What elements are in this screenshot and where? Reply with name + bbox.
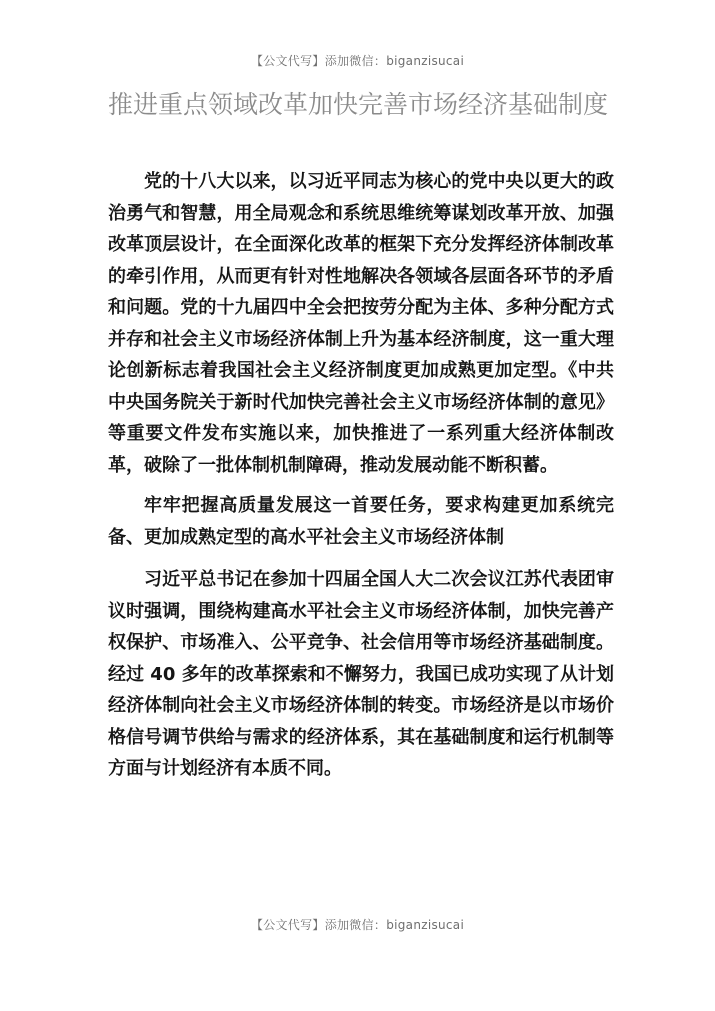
paragraph-2: 牢牢把握高质量发展这一首要任务，要求构建更加系统完备、更加成熟定型的高水平社会主义市场经济体制 [108, 495, 614, 548]
header-watermark: 【公文代写】添加微信：biganzisucai [250, 54, 465, 68]
document-body [108, 166, 614, 794]
paragraph-3: 习近平总书记在参加十四届全国人大二次会议江苏代表团审议时强调，围绕构建高水平社会主义市场经济体制，加快完善产权保护、市场准入、公平竞争、社会信用等市场经济基础制度。经过 40 多年的改革探索和不懈努力，我国已成功实现了从计划经济体制向社会主义市场经济体制的转变。市场经济是以市场价格信号调节供给与需求的经济体系，其在基础制度和运行机制等方面与计划经济有本质不同。 [108, 569, 614, 779]
document-title: 推进重点领域改革加快完善市场经济基础制度 [108, 90, 609, 119]
paragraph-1: 党的十八大以来，以习近平同志为核心的党中央以更大的政治勇气和智慧，用全局观念和系统思维统筹谋划改革开放、加强改革顶层设计，在全面深化改革的框架下充分发挥经济体制改革的牵引作用，从而更有针对性地解决各领域各层面各环节的矛盾和问题。党的十九届四中全会把按劳分配为主体、多种分配方式并存和社会主义市场经济体制上升为基本经济制度，这一重大理论创新标志着我国社会主义经济制度更加成熟更加定型。《中共中央国务院关于新时代加快完善社会主义市场经济体制的意见》等重要文件发布实施以来，加快推进了一系列重大经济体制改革，破除了一批体制机制障碍，推动发展动能不断积蓄。 [108, 171, 614, 476]
footer-watermark: 【公文代写】添加微信：biganzisucai [250, 918, 465, 932]
